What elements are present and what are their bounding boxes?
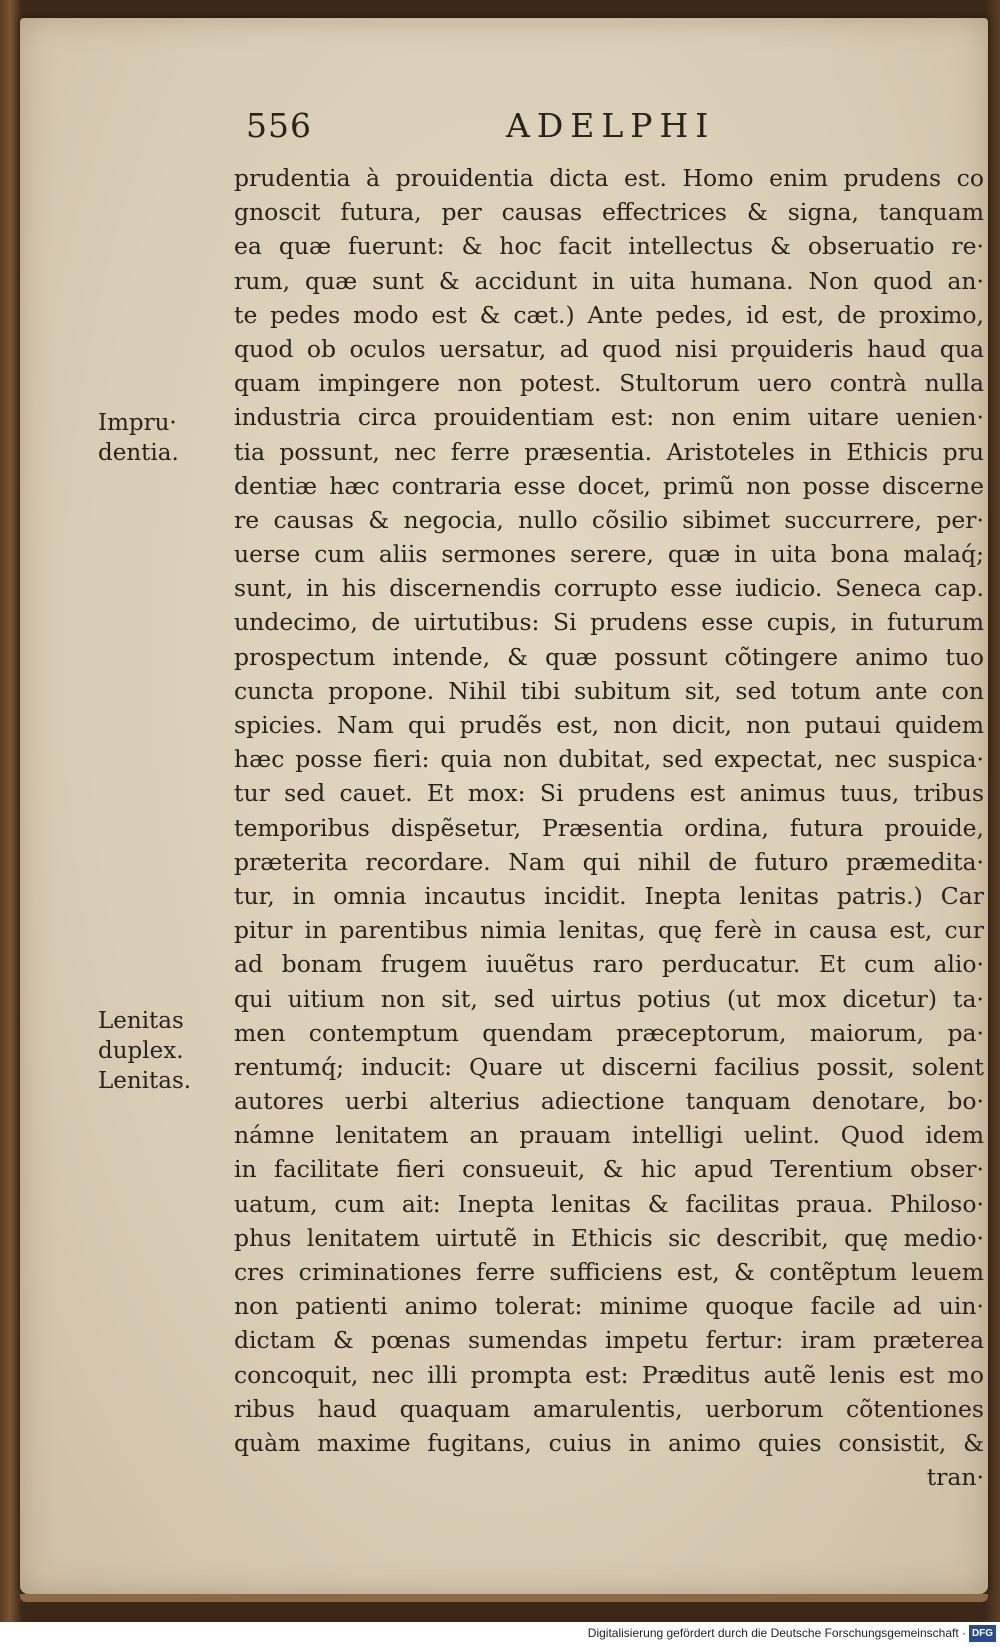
body-text <box>234 161 984 1494</box>
text-line: quàm maxime fugitans, cuius in animo quies consistit, & <box>234 1428 984 1457</box>
page-edge <box>20 1594 988 1602</box>
text-line: phus lenitatem uirtutẽ in Ethicis sic describit, quę medio· <box>234 1223 984 1252</box>
margin-note-line: dentia. <box>98 440 179 466</box>
margin-note-line: duplex. <box>98 1038 184 1064</box>
text-line: prudentia à prouidentia dicta est. Homo enim prudens co <box>234 164 984 192</box>
text-line: rum, quæ sunt & accidunt in uita humana. Non quod an· <box>234 266 984 295</box>
text-line: hæc posse fieri: quia non dubitat, sed expectat, nec suspica· <box>234 745 984 774</box>
text-line: te pedes modo est & cæt.) Ante pedes, id est, de proximo, <box>234 300 984 329</box>
text-line: qui uitium non sit, sed uirtus potius (ut mox dicetur) ta· <box>234 984 984 1013</box>
text-line: ea quæ fuerunt: & hoc facit intellectus & obseruatio re· <box>234 232 984 261</box>
text-line: uerse cum aliis sermones serere, quæ in uita bona malaq́; <box>234 540 984 569</box>
catchword: tran· <box>926 1463 984 1492</box>
text-line: quod ob oculos uersatur, ad quod nisi prǫuideris haud qua <box>234 334 984 363</box>
page-number: 556 <box>246 106 312 145</box>
text-line: dictam & pœnas sumendas impetu fertur: iram præterea <box>234 1326 984 1355</box>
text-line: pitur in parentibus nimia lenitas, quę ferè in causa est, cur <box>234 916 984 945</box>
margin-note-lenitas <box>98 1006 218 1096</box>
dfg-logo-icon: DFG <box>969 1625 996 1642</box>
text-line: cuncta propone. Nihil tibi subitum sit, sed totum ante con <box>234 676 984 705</box>
text-line: gnoscit futura, per causas effectrices & signa, tanquam <box>234 198 984 227</box>
text-line: in facilitate fieri consueuit, & hic apud Terentium obser· <box>234 1155 984 1184</box>
text-line: men contemptum quendam præceptorum, maiorum, pa· <box>234 1018 984 1047</box>
text-line: concoquit, nec illi prompta est: Præditus autẽ lenis est mo <box>234 1360 984 1389</box>
text-line: tur sed cauet. Et mox: Si prudens est animus tuus, tribus <box>234 779 984 808</box>
text-line: præterita recordare. Nam qui nihil de futuro præmedita· <box>234 847 984 876</box>
text-line: uatum, cum ait: Inepta lenitas & facilitas praua. Philoso· <box>234 1189 984 1218</box>
margin-note-imprudentia <box>98 408 218 468</box>
text-line: prospectum intende, & quæ possunt cõtingere animo tuo <box>234 642 984 671</box>
margin-note-line: Lenitas. <box>98 1068 192 1094</box>
text-line: autores uerbi alterius adiectione tanquam denotare, bo· <box>234 1087 984 1116</box>
text-line: undecimo, de uirtutibus: Si prudens esse cupis, in futurum <box>234 608 984 637</box>
text-line: non patienti animo tolerat: minime quoque facile ad uin· <box>234 1292 984 1321</box>
text-line: temporibus dispẽsetur, Præsentia ordina, futura prouide, <box>234 813 984 842</box>
page-header <box>20 106 988 154</box>
text-line: industria circa prouidentiam est: non enim uitare uenien· <box>234 403 984 432</box>
text-line: rentumq́; inducit: Quare ut discerni facilius possit, solent <box>234 1052 984 1081</box>
margin-note-line: Lenitas <box>98 1008 184 1034</box>
text-line: spicies. Nam qui prudẽs est, non dicit, non putaui quidem <box>234 711 984 739</box>
text-line: dentiæ hæc contraria esse docet, primũ non posse discerne <box>234 471 984 500</box>
margin-note-line: Impru· <box>98 410 177 436</box>
text-line: tur, in omnia incautus incidit. Inepta lenitas patris.) Car <box>234 881 984 910</box>
footer-bar <box>0 1622 1000 1647</box>
text-line: cres criminationes ferre sufficiens est, & contẽptum leuem <box>234 1258 984 1286</box>
text-line: sunt, in his discernendis corrupto esse iudicio. Seneca cap. <box>234 574 984 603</box>
text-line: tia possunt, nec ferre præsentia. Aristoteles in Ethicis pru <box>234 437 984 466</box>
text-line: ad bonam frugem iuuẽtus raro perducatur. Et cum alio· <box>234 950 984 979</box>
text-line: re causas & negocia, nullo cõsilio sibimet succurrere, per· <box>234 505 984 534</box>
book-page <box>20 18 988 1594</box>
funding-credit: Digitalisierung gefördert durch die Deutsche Forschungsgemeinschaft · <box>587 1626 966 1640</box>
text-line: námne lenitatem an prauam intelligi uelint. Quod idem <box>234 1121 984 1150</box>
running-head: ADELPHI <box>506 106 716 145</box>
text-line: quam impingere non potest. Stultorum uero contrà nulla <box>234 369 984 398</box>
text-line: ribus haud quaquam amarulentis, uerborum cõtentiones <box>234 1394 984 1423</box>
